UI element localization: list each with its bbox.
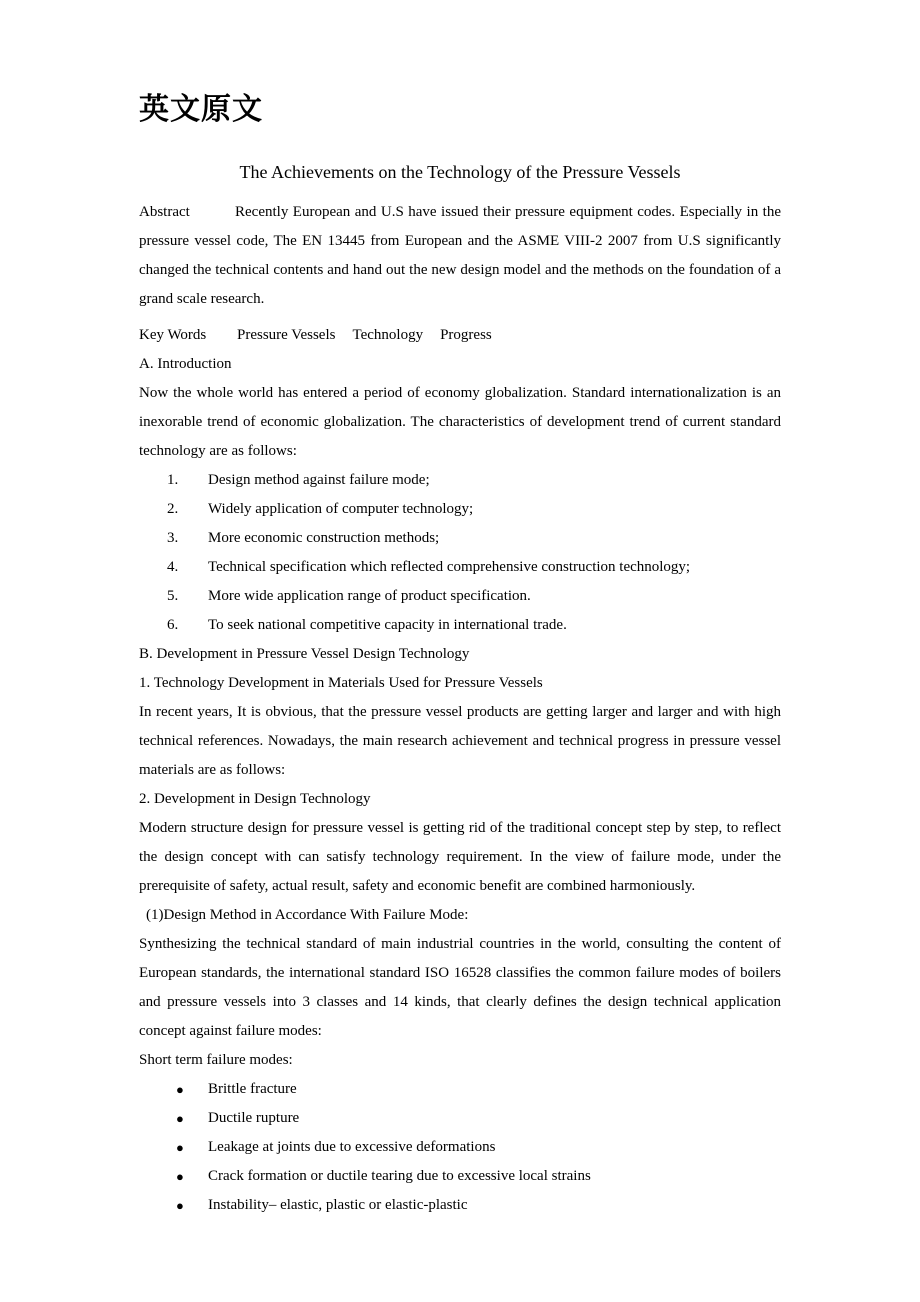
list-item	[139, 611, 781, 640]
paper-title: The Achievements on the Technology of the Pressure Vessels	[239, 162, 681, 182]
list-item	[139, 1162, 781, 1191]
list-text: Widely application of computer technology;	[208, 501, 474, 517]
list-item	[139, 1075, 781, 1104]
list-item	[139, 495, 781, 524]
document-heading: 英文原文	[139, 92, 263, 127]
keywords-label: Key Words	[139, 327, 207, 343]
list-text: More wide application range of product specification.	[208, 588, 531, 604]
document-body	[139, 198, 781, 1220]
list-text: Technical specification which reflected comprehensive construction technology;	[208, 559, 691, 575]
abstract	[139, 198, 781, 314]
list-text: Ductile rupture	[208, 1110, 300, 1126]
list-item	[139, 1133, 781, 1162]
section-b-heading: B. Development in Pressure Vessel Design Technology	[139, 646, 470, 662]
keywords	[139, 321, 781, 350]
method-heading: (1)Design Method in Accordance With Failure Mode:	[146, 907, 469, 923]
list-text: To seek national competitive capacity in international trade.	[208, 617, 567, 633]
list-text: Crack formation or ductile tearing due to excessive local strains	[208, 1168, 591, 1184]
subsection-1-paragraph: In recent years, It is obvious, that the pressure vessel products are getting larger and larger and with high technical references. Nowadays, the main research achievement and technical progress in pressure vessel materials are as follows:	[139, 704, 781, 778]
list-number: 1.	[167, 472, 179, 488]
list-item	[139, 1191, 781, 1220]
bullet-icon: ●	[176, 1169, 184, 1184]
list-item	[139, 524, 781, 553]
abstract-label: Abstract	[139, 204, 190, 220]
bullet-icon: ●	[176, 1111, 184, 1126]
list-item	[139, 1104, 781, 1133]
trend-list	[139, 466, 781, 640]
method-paragraph: Synthesizing the technical standard of main industrial countries in the world, consulting the content of European standards, the international standard ISO 16528 classifies the common failure modes of boilers and pressure vessels into 3 classes and 14 kinds, that clearly defines the design technical application concept against failure modes:	[139, 936, 781, 1039]
keyword-item: Progress	[440, 327, 492, 343]
failure-mode-list	[139, 1075, 781, 1220]
keyword-item: Technology	[352, 327, 424, 343]
list-text: Design method against failure mode;	[208, 472, 430, 488]
bullet-icon: ●	[176, 1198, 184, 1213]
list-number: 4.	[167, 559, 179, 575]
list-number: 3.	[167, 530, 179, 546]
list-text: Leakage at joints due to excessive deformations	[208, 1139, 496, 1155]
list-item	[139, 553, 781, 582]
subsection-1-heading: 1. Technology Development in Materials Used for Pressure Vessels	[139, 675, 543, 691]
list-number: 2.	[167, 501, 179, 517]
list-text: Brittle fracture	[208, 1081, 297, 1097]
list-item	[139, 466, 781, 495]
abstract-text: Recently European and U.S have issued their pressure equipment codes. Especially in the pressure vessel code, The EN 13445 from European and the ASME VIII-2 2007 from U.S significantly changed the technical contents and hand out the new design model and the methods on the foundation of a grand scale research.	[139, 204, 781, 307]
bullet-icon: ●	[176, 1140, 184, 1155]
list-number: 6.	[167, 617, 179, 633]
keyword-item: Pressure Vessels	[237, 327, 336, 343]
subsection-2-heading: 2. Development in Design Technology	[139, 791, 371, 807]
list-item	[139, 582, 781, 611]
list-text: More economic construction methods;	[208, 530, 440, 546]
section-a-paragraph: Now the whole world has entered a period of economy globalization. Standard internationalization is an inexorable trend of economic globalization. The characteristics of development trend of current standard technology are as follows:	[139, 385, 781, 459]
subsection-2-paragraph: Modern structure design for pressure vessel is getting rid of the traditional concept step by step, to reflect the design concept with can satisfy technology requirement. In the view of failure mode, under the prerequisite of safety, actual result, safety and economic benefit are combined harmoniously.	[139, 820, 781, 894]
short-term-label: Short term failure modes:	[139, 1052, 293, 1068]
list-text: Instability– elastic, plastic or elastic-plastic	[208, 1197, 468, 1213]
bullet-icon: ●	[176, 1082, 184, 1097]
section-a-heading: A. Introduction	[139, 356, 232, 372]
list-number: 5.	[167, 588, 179, 604]
